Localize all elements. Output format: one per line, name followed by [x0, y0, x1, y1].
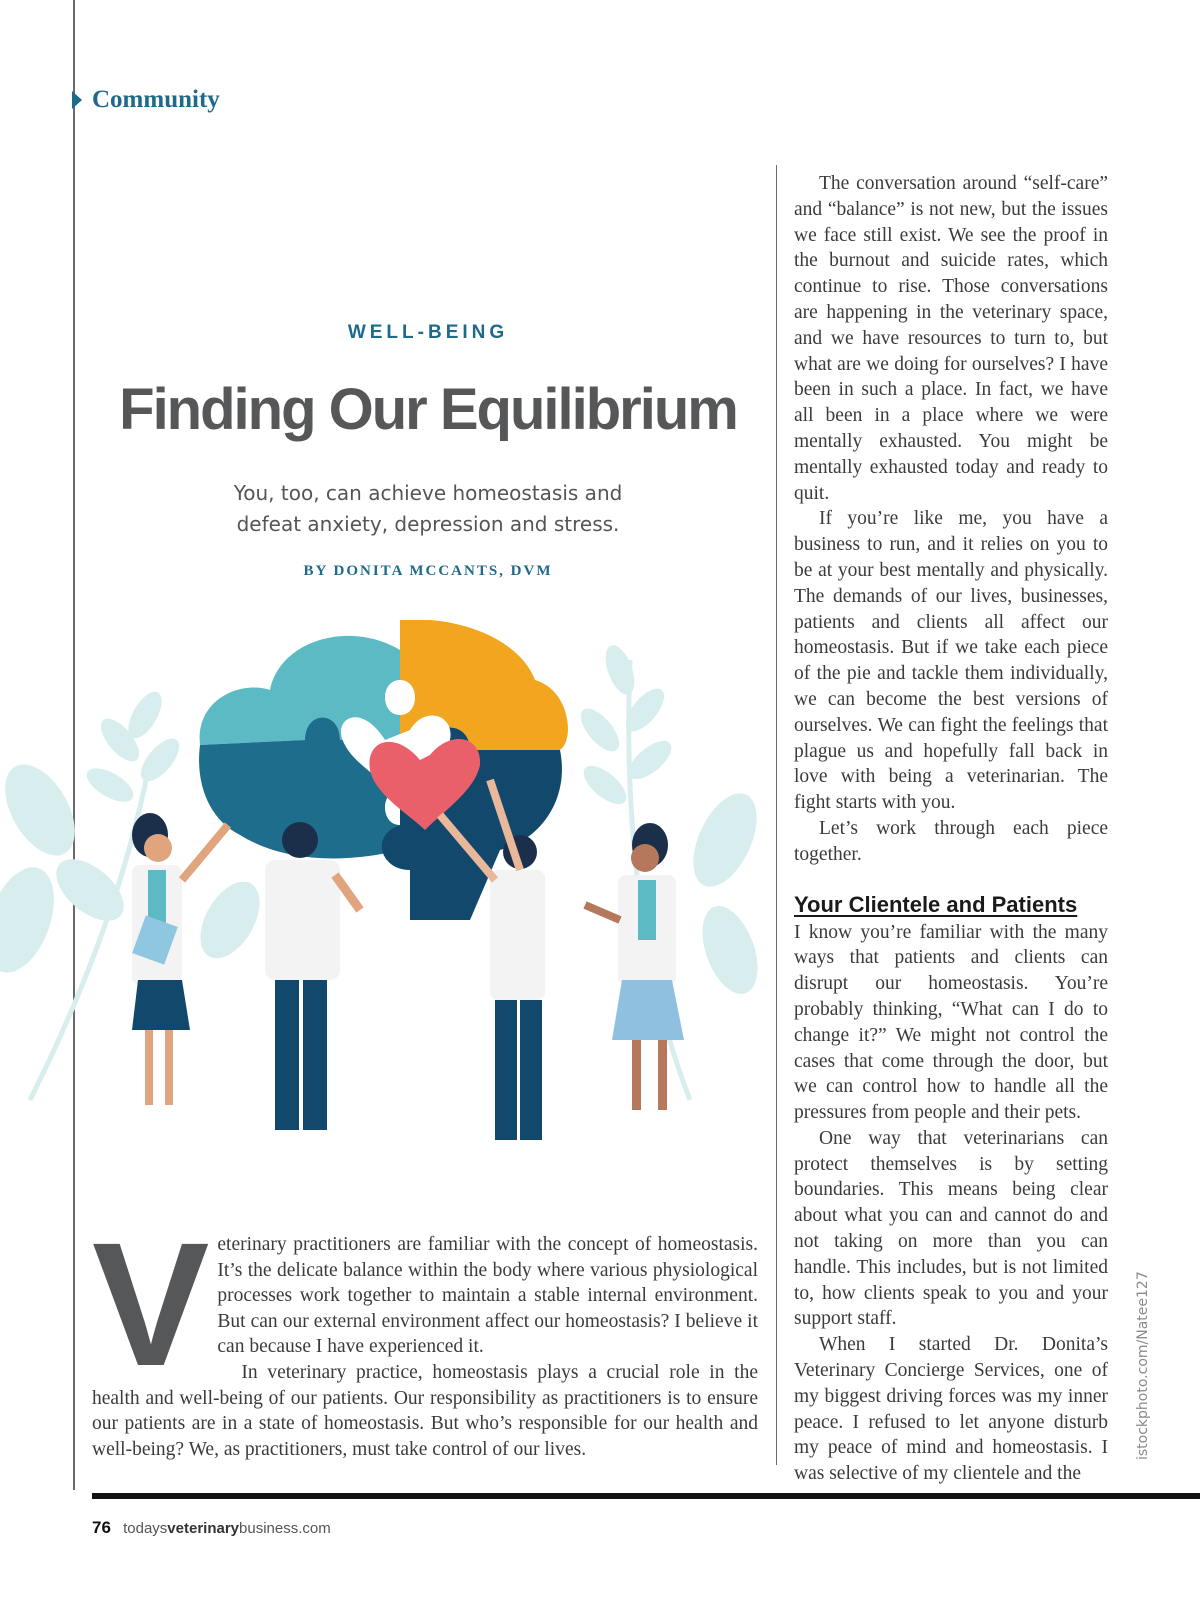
- footer-rule: [92, 1493, 1200, 1499]
- article-title: Finding Our Equilibrium: [119, 377, 737, 442]
- article-kicker: WELL-BEING: [347, 322, 509, 343]
- site-name-prefix: todays: [123, 1520, 168, 1537]
- brain-puzzle-illustration: [0, 620, 760, 1180]
- article-dek: You, too, can achieve homeostasis and defeat anxiety, depression and stress.: [233, 481, 623, 536]
- page-number: 76: [92, 1518, 111, 1537]
- right-column: [794, 171, 1108, 1487]
- article-byline: BY DONITA MCCANTS, DVM: [303, 563, 553, 579]
- intro-paragraph: In veterinary practice, homeostasis plays a crucial role in the health and well-being of our patients. Our responsibility as practitioners is to ensure our patients are in a state of homeostasis. But who’s responsible for our health and well-being? We, as practitioners, must take control of our lives.: [92, 1361, 758, 1460]
- body-paragraph: One way that veterinarians can protect themselves is by setting boundaries. This means being clear about what you can and cannot do and not taking on more than you can handle. This includes, but is not limited to, how clients speak to you and your support staff.: [794, 1127, 1108, 1330]
- body-paragraph: Let’s work through each piece together.: [794, 817, 1108, 865]
- section-label: Community: [92, 86, 220, 113]
- column-rule: [776, 165, 777, 1465]
- page-footer: [92, 1518, 331, 1538]
- body-paragraph: I know you’re familiar with the many ways that patients and clients can disrupt our homeostasis. You’re probably thinking, “What can I do to change it?” We might not control the cases that come through the door, but we can control how to handle all the pressures from people and their pets.: [794, 921, 1108, 1124]
- body-paragraph: When I started Dr. Donita’s Veterinary Concierge Services, one of my biggest driving forces was my inner peace. I refused to let anyone disturb my peace of mind and homeostasis. I was selective of my clientele and the: [794, 1334, 1108, 1485]
- vet-figure-1: [132, 813, 228, 1105]
- intro-text: [92, 1207, 758, 1462]
- site-name-mid: veterinary: [167, 1520, 240, 1537]
- section-subhead: Your Clientele and Patients: [794, 891, 1078, 917]
- site-name-suffix: business.com: [239, 1520, 331, 1537]
- body-paragraph: The conversation around “self-care” and “balance” is not new, but the issues we face still exist. We see the proof in the burnout and suicide rates, which continue to rise. Those conversations are happening in the veterinary space, and we have resources to turn to, but what are we doing for ourselves? I have been in such a place. In fact, we have all been in a place where we were mentally exhausted. You might be mentally exhausted today and ready to quit.: [794, 173, 1108, 504]
- intro-paragraph: eterinary practitioners are familiar with the concept of homeostasis. It’s the delicate balance within the body where various physiological processes work together to maintain a stable internal environment. But can our external environment affect our homeostasis? I believe it can because I have experienced it.: [217, 1234, 758, 1358]
- section-arrow-icon: [72, 91, 82, 109]
- drop-cap: V: [92, 1207, 210, 1403]
- section-tag: [72, 86, 220, 114]
- photo-credit: istockphoto.com/Natee127: [1135, 1271, 1151, 1460]
- vet-figure-2: [265, 822, 360, 1130]
- vet-figure-4: [585, 823, 684, 1110]
- body-paragraph: If you’re like me, you have a business to run, and it relies on you to be at your best mentally and physically. The demands of our lives, businesses, patients and clients all affect our homeostasis. But if we take each piece of the pie and tackle them individually, we can become the best versions of ourselves. We can fight the feelings that plague us and hopefully fall back in love with being a veterinarian. The fight starts with you.: [794, 508, 1108, 814]
